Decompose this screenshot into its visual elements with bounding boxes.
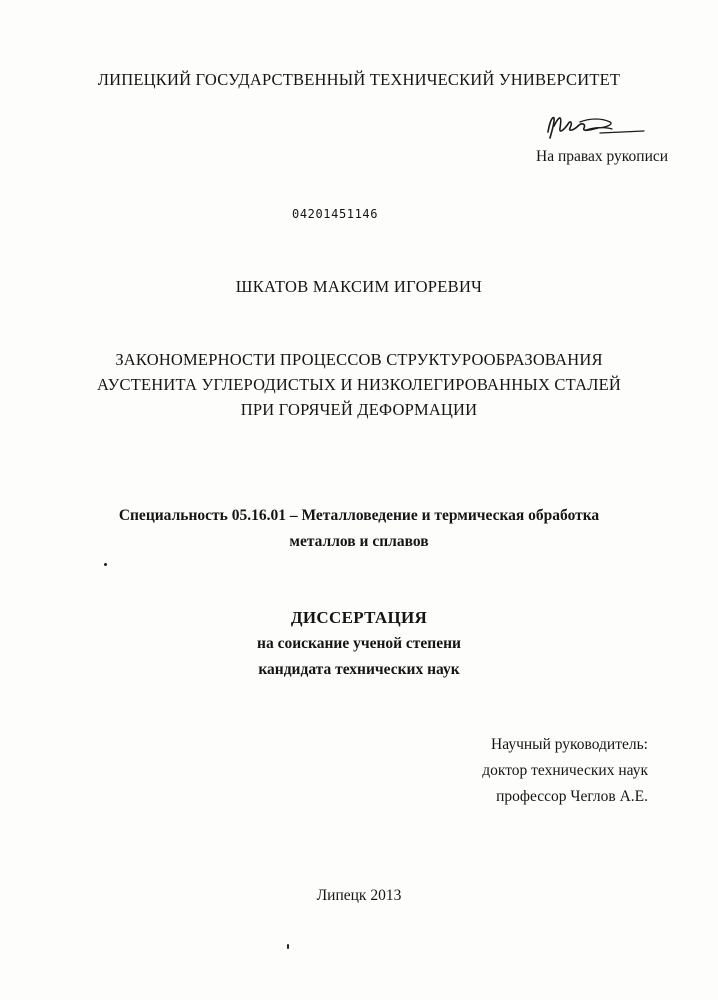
registration-number: 04201451146 xyxy=(292,207,379,221)
dissertation-block xyxy=(0,605,718,683)
supervisor-role: Научный руководитель: xyxy=(491,736,648,753)
specialty-block xyxy=(0,503,718,555)
supervisor-block xyxy=(482,732,648,810)
specialty-line-1: Специальность 05.16.01 – Металловедение и термическая обработка xyxy=(118,507,600,524)
supervisor-degree: доктор технических наук xyxy=(482,762,648,779)
degree-line-2: кандидата технических наук xyxy=(258,661,460,678)
scan-speck xyxy=(287,944,289,949)
title-line-2: АУСТЕНИТА УГЛЕРОДИСТЫХ И НИЗКОЛЕГИРОВАННЫХ СТАЛЕЙ xyxy=(97,375,621,394)
signature-icon xyxy=(540,110,650,148)
supervisor-name: профессор Чеглов А.Е. xyxy=(496,788,648,805)
dissertation-label: ДИССЕРТАЦИЯ xyxy=(290,608,428,627)
dissertation-title xyxy=(0,347,718,422)
title-line-3: ПРИ ГОРЯЧЕЙ ДЕФОРМАЦИИ xyxy=(240,400,478,419)
specialty-line-2: металлов и сплавов xyxy=(289,533,429,550)
city-year: Липецк 2013 xyxy=(316,887,402,904)
scan-speck xyxy=(104,563,107,566)
manuscript-note: На правах рукописи xyxy=(536,148,669,165)
degree-line-1: на соискание ученой степени xyxy=(257,635,461,652)
author-name: ШКАТОВ МАКСИМ ИГОРЕВИЧ xyxy=(235,277,483,296)
university-name: ЛИПЕЦКИЙ ГОСУДАРСТВЕННЫЙ ТЕХНИЧЕСКИЙ УНИВЕРСИТЕТ xyxy=(97,70,621,89)
title-line-1: ЗАКОНОМЕРНОСТИ ПРОЦЕССОВ СТРУКТУРООБРАЗОВАНИЯ xyxy=(115,350,603,369)
